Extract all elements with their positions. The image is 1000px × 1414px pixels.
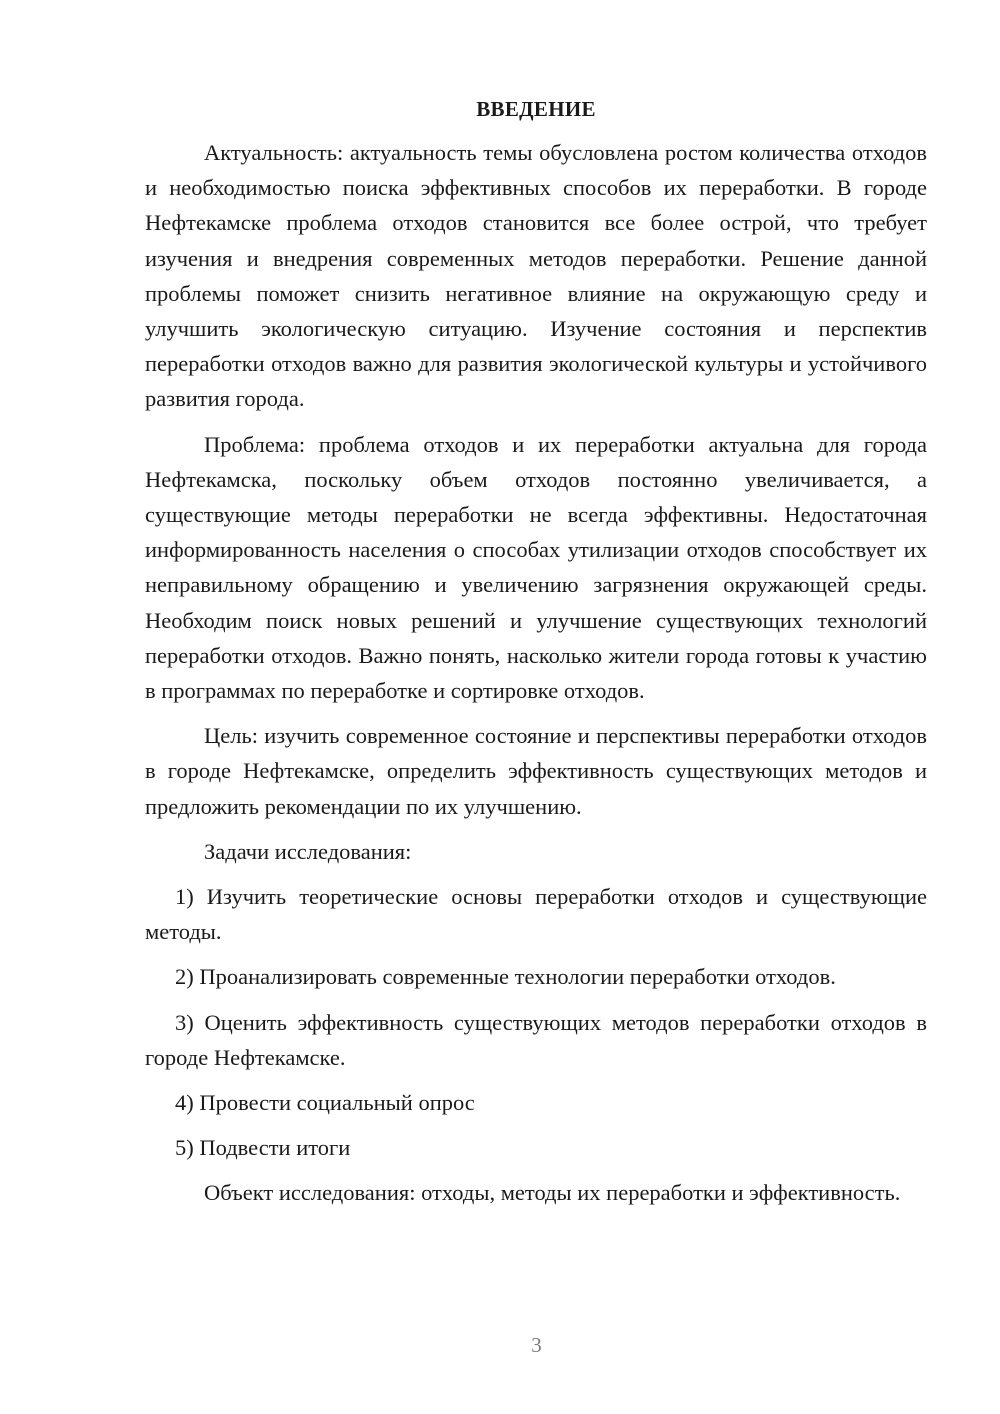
- paragraph-relevance: Актуальность: актуальность темы обусловлена ростом количества отходов и необходимостью поиска эффективных способов их переработки. В городе Нефтекамске проблема отходов становится все более острой, что требует изучения и внедрения современных методов переработки. Решение данной проблемы поможет снизить негативное влияние на окружающую среду и улучшить экологическую ситуацию. Изучение состояния и перспектив переработки отходов важно для развития экологической культуры и устойчивого развития города.: [145, 140, 927, 412]
- paragraph-problem: Проблема: проблема отходов и их переработки актуальна для города Нефтекамска, поскольку объем отходов постоянно увеличивается, а существующие методы переработки не всегда эффективны. Недостаточная информированность населения о способах утилизации отходов способствует их неправильному обращению и увеличению загрязнения окружающей среды. Необходим поиск новых решений и улучшение существующих технологий переработки отходов. Важно понять, насколько жители города готовы к участию в программах по переработке и сортировке отходов.: [145, 431, 927, 704]
- page-number: 3: [531, 1333, 542, 1357]
- page-content: [145, 92, 927, 1221]
- page-title: ВВЕДЕНИЕ: [476, 97, 596, 121]
- task-item-3: 3) Оценить эффективность существующих методов переработки отходов в городе Нефтекамске.: [145, 1009, 927, 1070]
- task-item-1: 1) Изучить теоретические основы переработки отходов и существующие методы.: [145, 884, 927, 945]
- paragraph-goal: Цель: изучить современное состояние и перспективы переработки отходов в городе Нефтекамске, определить эффективность существующих методов и предложить рекомендации по их улучшению.: [145, 723, 927, 819]
- paragraph-object: Объект исследования: отходы, методы их переработки и эффективность.: [204, 1180, 901, 1206]
- tasks-heading: Задачи исследования:: [204, 838, 412, 864]
- task-item-2: 2) Проанализировать современные технологии переработки отходов.: [175, 964, 836, 990]
- task-item-5: 5) Подвести итоги: [175, 1135, 351, 1161]
- task-item-4: 4) Провести социальный опрос: [175, 1090, 475, 1116]
